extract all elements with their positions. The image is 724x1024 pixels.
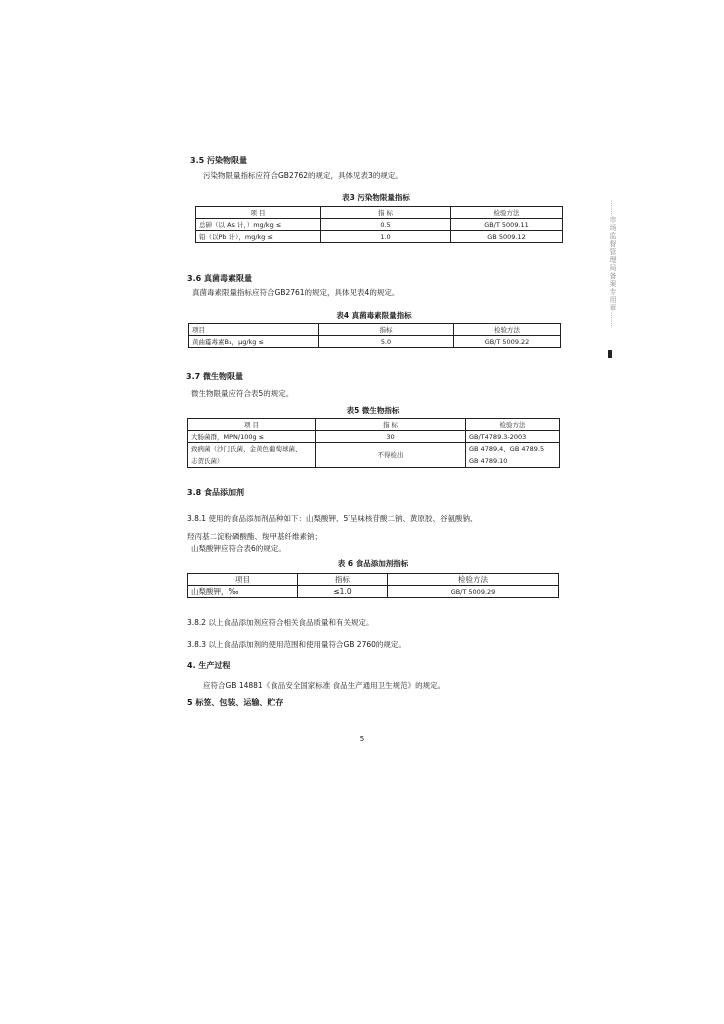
table-cell: 大肠菌群，MPN/100g ≤: [188, 431, 316, 443]
table-cell-line: 志贺氏菌）: [191, 457, 224, 465]
table-header-cell: 项 目: [196, 207, 321, 219]
table-header-cell: 检验方法: [451, 207, 563, 219]
table-row: [188, 443, 560, 468]
margin-mark: [608, 350, 612, 358]
table-row: [196, 219, 563, 231]
table-cell: 总砷（以 As 计，）mg/kg ≤: [196, 219, 321, 231]
table-cell-line: GB 4789.10: [469, 457, 508, 465]
table-header-cell: 指标: [319, 324, 454, 336]
table-row: [196, 231, 563, 243]
table-header-cell: 项 目: [188, 419, 316, 431]
section-4-text: 应符合GB 14881《食品安全国家标准 食品生产通用卫生规范》的规定。: [203, 681, 446, 690]
table6: [187, 573, 559, 598]
table-cell: GB/T 5009.22: [454, 336, 561, 348]
table-cell: 黄曲霉毒素B₁，μg/kg ≤: [189, 336, 319, 348]
table-cell: [188, 443, 316, 468]
table-header-cell: 指标: [298, 574, 388, 586]
table-cell-line: GB 4789.4、GB 4789.5: [469, 445, 545, 453]
section-3-6-text: 真菌毒素限量指标应符合GB2761的规定，具体见表4的规定。: [192, 288, 400, 297]
section-3-8-1-line3: 山梨酸钾应符合表6的规定。: [191, 544, 286, 553]
table-header-row: [189, 324, 561, 336]
table-cell: GB/T4789.3-2003: [466, 431, 560, 443]
table-cell: [466, 443, 560, 468]
table-cell: 1.0: [321, 231, 451, 243]
table-header-cell: 检验方法: [466, 419, 560, 431]
table-header-cell: 检验方法: [388, 574, 559, 586]
table6-caption: 表 6 食品添加剂指标: [337, 559, 409, 568]
table-cell: GB 5009.12: [451, 231, 563, 243]
table-header-row: [196, 207, 563, 219]
table-cell: GB/T 5009.29: [388, 586, 559, 598]
table-cell: GB/T 5009.11: [451, 219, 563, 231]
side-stamp-text: ……市场监督管理局备案专用章……: [609, 200, 617, 328]
section-4-heading: 4. 生产过程: [187, 661, 231, 670]
table-cell: 30: [316, 431, 466, 443]
section-3-8-2-text: 3.8.2 以上食品添加剂应符合相关食品质量和有关规定。: [187, 618, 374, 627]
table-cell: 铅（以Pb 计），mg/kg ≤: [196, 231, 321, 243]
table-row: [189, 336, 561, 348]
table3: [195, 206, 563, 243]
table5: [187, 418, 560, 468]
table-header-cell: 指 标: [321, 207, 451, 219]
section-3-8-heading: 3.8 食品添加剂: [187, 488, 244, 497]
page-number: 5: [359, 735, 365, 743]
table-cell-line: 致病菌（沙门氏菌、金黄色葡萄球菌、: [191, 445, 302, 453]
table-cell: 5.0: [319, 336, 454, 348]
table-header-row: [188, 419, 560, 431]
section-3-6-heading: 3.6 真菌毒素限量: [187, 274, 252, 283]
table-row: [188, 431, 560, 443]
table-row: [188, 586, 559, 598]
table-cell: ≤1.0: [298, 586, 388, 598]
section-3-7-text: 微生物限量应符合表5的规定。: [191, 389, 294, 398]
table-header-cell: 指 标: [316, 419, 466, 431]
section-3-5-text: 污染物限量指标应符合GB2762的规定，具体见表3的规定。: [203, 171, 403, 180]
section-3-7-heading: 3.7 微生物限量: [186, 372, 243, 381]
table4: [188, 323, 561, 348]
table4-caption: 表4 真菌毒素限量指标: [336, 311, 412, 320]
section-3-8-1-line1: 3.8.1 使用的食品添加剂品种如下：山梨酸钾、5′呈味核苷酸二钠、黄原胶、谷氨酸钠、: [187, 514, 478, 523]
table-header-cell: 项目: [189, 324, 319, 336]
section-5-heading: 5 标签、包装、运输、贮存: [187, 698, 284, 707]
table-header-row: [188, 574, 559, 586]
table-cell: 0.5: [321, 219, 451, 231]
section-3-5-heading: 3.5 污染物限量: [190, 156, 247, 165]
table-cell: 山梨酸钾，‰: [188, 586, 298, 598]
table-header-cell: 项目: [188, 574, 298, 586]
section-3-8-3-text: 3.8.3 以上食品添加剂的使用范围和使用量符合GB 2760的规定。: [187, 640, 406, 649]
table5-caption: 表5 微生物指标: [346, 406, 400, 415]
table-header-cell: 检验方法: [454, 324, 561, 336]
section-3-8-1-line2: 羟丙基二淀粉磷酸酯、羧甲基纤维素钠；: [187, 532, 322, 541]
table-cell: 不得检出: [316, 443, 466, 468]
table3-caption: 表3 污染物限量指标: [342, 193, 410, 202]
